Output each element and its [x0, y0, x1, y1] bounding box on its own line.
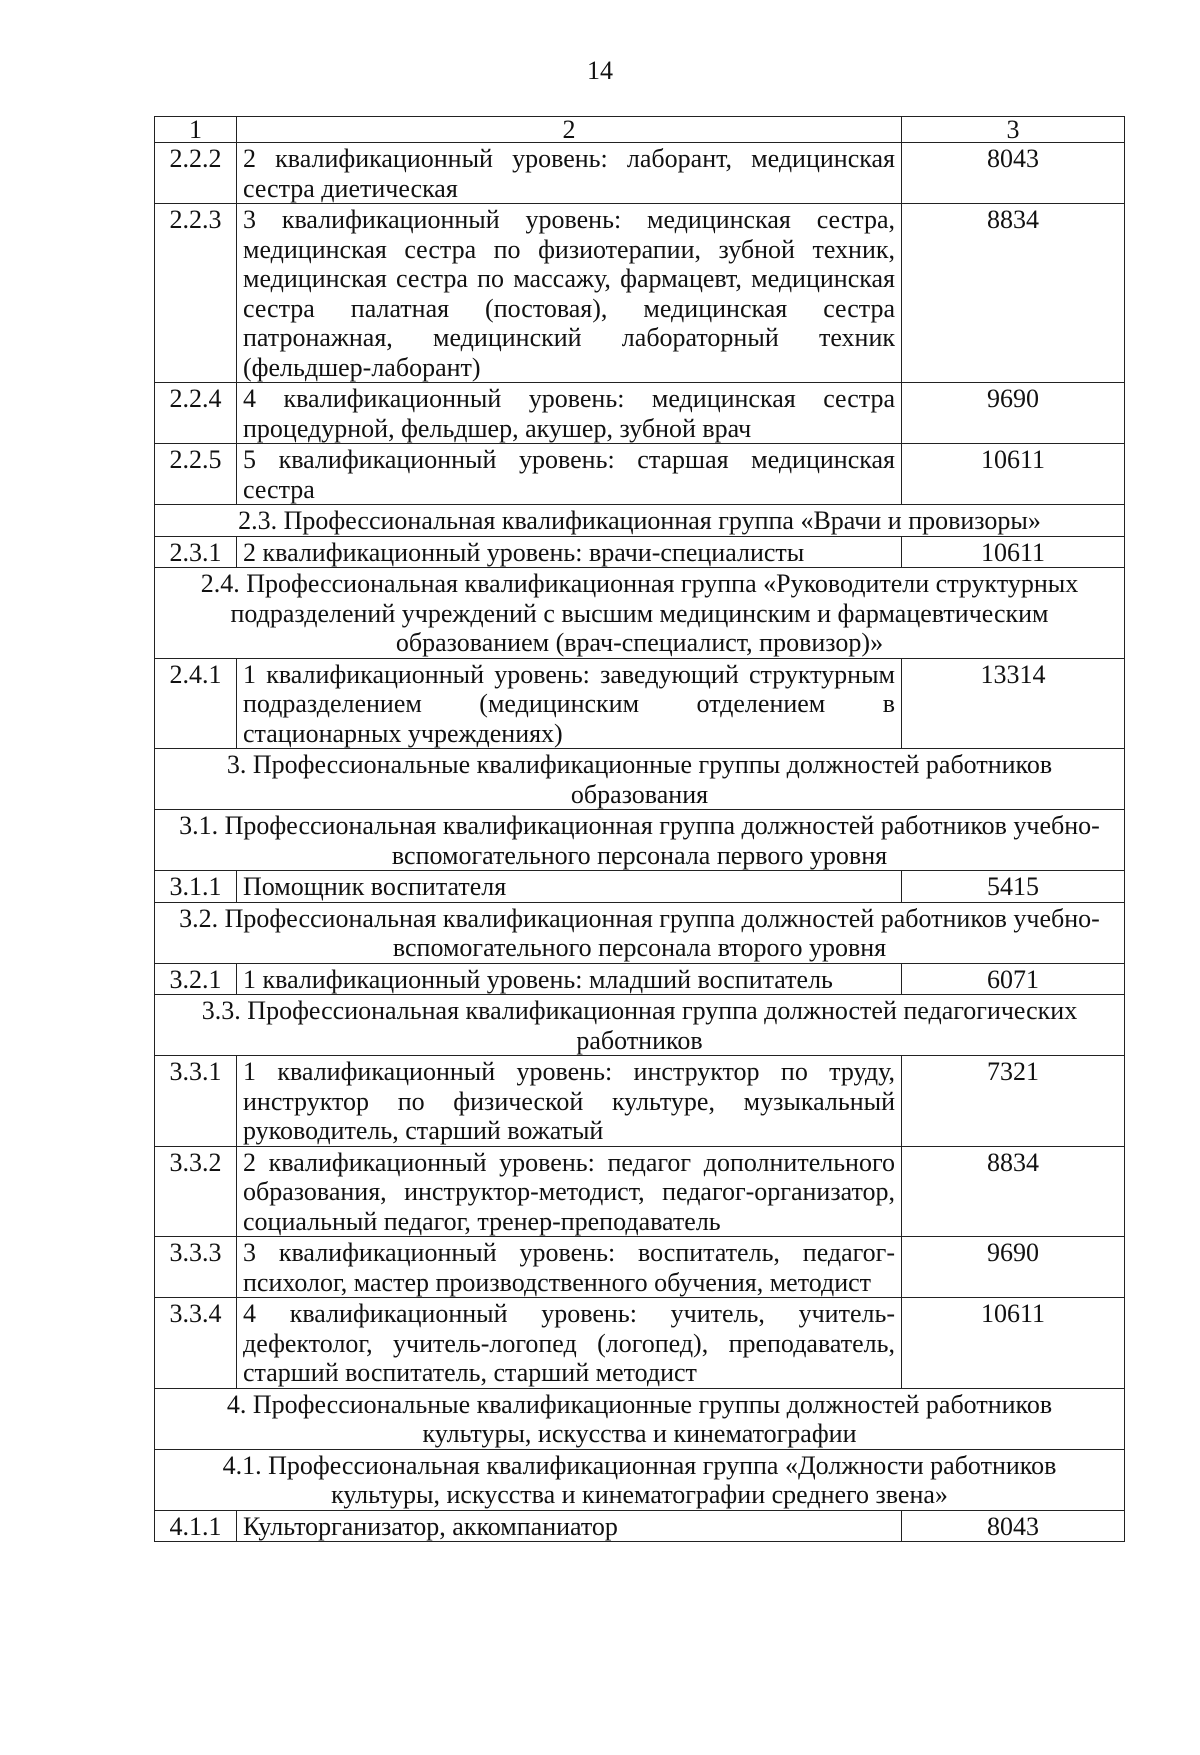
row-value: 10611 [902, 1298, 1125, 1389]
header-col-2: 2 [237, 117, 902, 143]
section-row [155, 1388, 1125, 1449]
section-title: 3. Профессиональные квалификационные группы должностей работников образования [155, 749, 1125, 810]
row-number: 3.1.1 [155, 871, 237, 903]
row-value: 10611 [902, 536, 1125, 568]
row-description: 1 квалификационный уровень: заведующий структурным подразделением (медицинским отделением в стационарных учреждениях) [237, 658, 902, 749]
section-title: 3.3. Профессиональная квалификационная группа должностей педагогических работников [155, 995, 1125, 1056]
header-col-3: 3 [902, 117, 1125, 143]
row-value: 9690 [902, 383, 1125, 444]
row-description: 2 квалификационный уровень: лаборант, медицинская сестра диетическая [237, 143, 902, 204]
section-row [155, 568, 1125, 659]
row-number: 3.3.4 [155, 1298, 237, 1389]
section-row [155, 810, 1125, 871]
salary-table [154, 116, 1125, 1542]
row-value: 6071 [902, 963, 1125, 995]
table-row [155, 1237, 1125, 1298]
table-row [155, 1056, 1125, 1147]
section-title: 3.2. Профессиональная квалификационная группа должностей работников учебно-вспомогательного персонала второго уровня [155, 902, 1125, 963]
row-number: 4.1.1 [155, 1510, 237, 1542]
row-number: 3.3.2 [155, 1146, 237, 1237]
row-description: 1 квалификационный уровень: инструктор по труду, инструктор по физической культуре, музыкальный руководитель, старший вожатый [237, 1056, 902, 1147]
table-row [155, 1146, 1125, 1237]
table-row [155, 444, 1125, 505]
row-description: 5 квалификационный уровень: старшая медицинская сестра [237, 444, 902, 505]
table-header-row [155, 117, 1125, 143]
table-row [155, 1298, 1125, 1389]
row-description: 4 квалификационный уровень: учитель, учитель-дефектолог, учитель-логопед (логопед), преподаватель, старший воспитатель, старший методист [237, 1298, 902, 1389]
row-number: 2.4.1 [155, 658, 237, 749]
row-value: 8043 [902, 1510, 1125, 1542]
row-value: 13314 [902, 658, 1125, 749]
row-description: 3 квалификационный уровень: воспитатель, педагог-психолог, мастер производственного обучения, методист [237, 1237, 902, 1298]
row-description: Культорганизатор, аккомпаниатор [237, 1510, 902, 1542]
row-description: 2 квалификационный уровень: врачи-специалисты [237, 536, 902, 568]
page-number: 14 [587, 56, 613, 85]
table-row [155, 143, 1125, 204]
table-row [155, 1510, 1125, 1542]
row-number: 2.3.1 [155, 536, 237, 568]
row-number: 2.2.3 [155, 204, 237, 383]
table-row [155, 536, 1125, 568]
row-number: 3.3.1 [155, 1056, 237, 1147]
row-value: 8834 [902, 204, 1125, 383]
row-description: 1 квалификационный уровень: младший воспитатель [237, 963, 902, 995]
row-value: 10611 [902, 444, 1125, 505]
row-description: 2 квалификационный уровень: педагог дополнительного образования, инструктор-методист, педагог-организатор, социальный педагог, тренер-преподаватель [237, 1146, 902, 1237]
section-title: 4. Профессиональные квалификационные группы должностей работников культуры, искусства и кинематографии [155, 1388, 1125, 1449]
row-number: 2.2.5 [155, 444, 237, 505]
table-row [155, 204, 1125, 383]
row-number: 3.3.3 [155, 1237, 237, 1298]
row-value: 5415 [902, 871, 1125, 903]
section-title: 2.4. Профессиональная квалификационная группа «Руководители структурных подразделений учреждений с высшим медицинским и фармацевтическим образованием (врач-специалист, провизор)» [155, 568, 1125, 659]
table-row [155, 658, 1125, 749]
row-description: Помощник воспитателя [237, 871, 902, 903]
row-number: 3.2.1 [155, 963, 237, 995]
section-title: 3.1. Профессиональная квалификационная группа должностей работников учебно-вспомогательного персонала первого уровня [155, 810, 1125, 871]
header-col-1: 1 [155, 117, 237, 143]
section-title: 2.3. Профессиональная квалификационная группа «Врачи и провизоры» [155, 505, 1125, 537]
row-number: 2.2.2 [155, 143, 237, 204]
row-value: 7321 [902, 1056, 1125, 1147]
row-description: 4 квалификационный уровень: медицинская сестра процедурной, фельдшер, акушер, зубной врач [237, 383, 902, 444]
row-value: 8043 [902, 143, 1125, 204]
section-row [155, 902, 1125, 963]
section-row [155, 1449, 1125, 1510]
row-value: 8834 [902, 1146, 1125, 1237]
section-row [155, 505, 1125, 537]
section-row [155, 995, 1125, 1056]
row-number: 2.2.4 [155, 383, 237, 444]
row-description: 3 квалификационный уровень: медицинская сестра, медицинская сестра по физиотерапии, зубной техник, медицинская сестра по массажу, фармацевт, медицинская сестра палатная (постовая), медицинская сестра патронажная, медицинский лабораторный техник (фельдшер-лаборант) [237, 204, 902, 383]
section-row [155, 749, 1125, 810]
row-value: 9690 [902, 1237, 1125, 1298]
table-row [155, 383, 1125, 444]
table-row [155, 963, 1125, 995]
table-row [155, 871, 1125, 903]
section-title: 4.1. Профессиональная квалификационная группа «Должности работников культуры, искусства и кинематографии среднего звена» [155, 1449, 1125, 1510]
